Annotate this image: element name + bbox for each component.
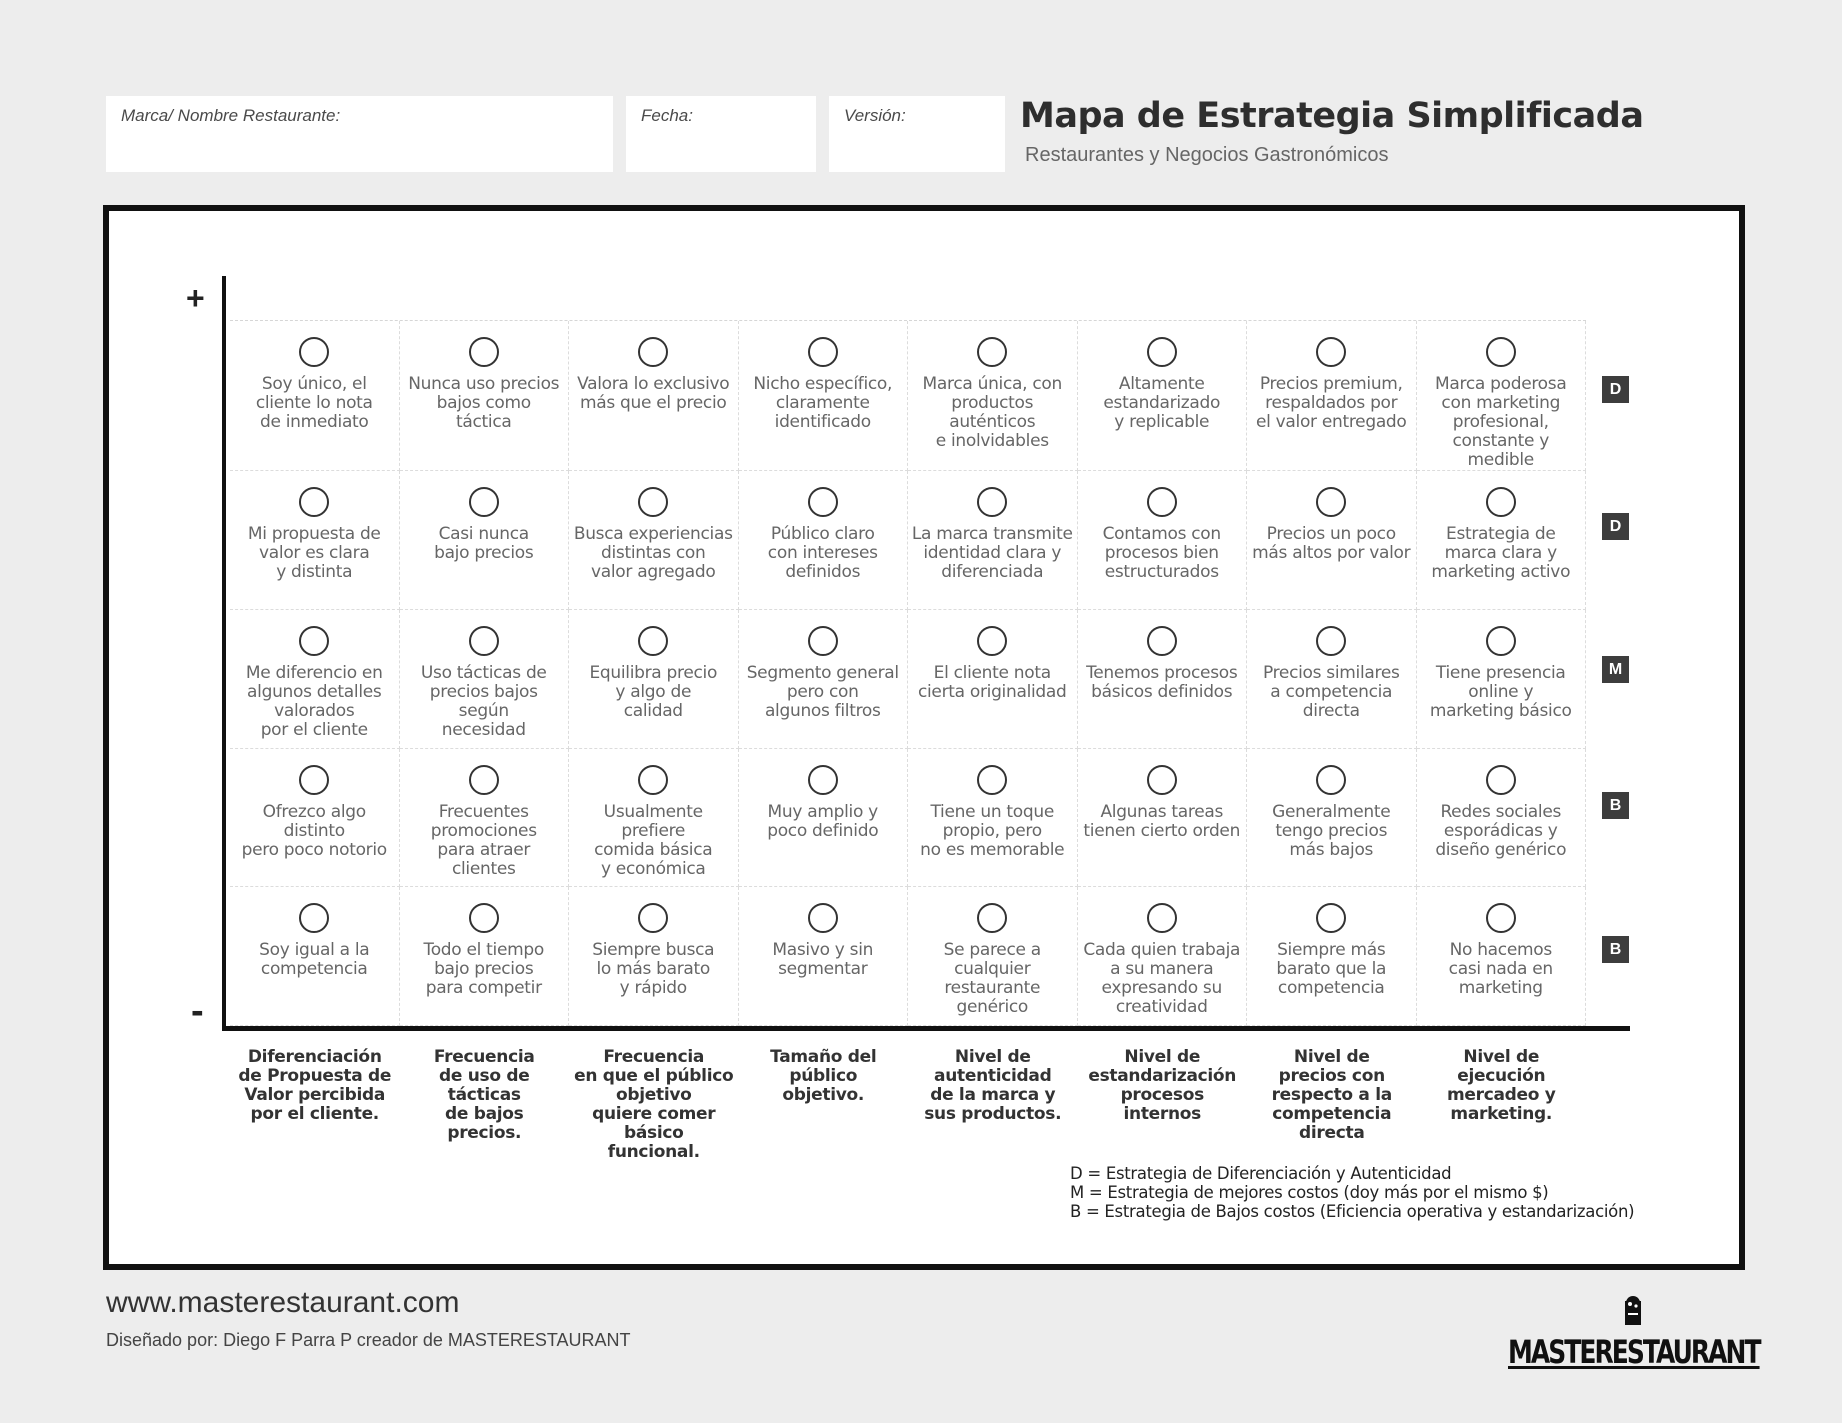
selection-circle[interactable]: [808, 626, 838, 656]
cell-text: Redes sociales esporádicas y diseño genérico: [1435, 801, 1567, 860]
strategy-cell: [569, 887, 739, 1026]
strategy-cell: [230, 610, 400, 749]
cell-text: Uso tácticas de precios bajos según necesidad: [420, 662, 547, 740]
strategy-cell: [400, 887, 570, 1026]
cell-text: El cliente nota cierta originalidad: [917, 662, 1067, 702]
cell-text: Usualmente prefiere comida básica y económica: [594, 801, 713, 879]
strategy-cell: [908, 749, 1078, 888]
selection-circle[interactable]: [469, 626, 499, 656]
cell-text: Ofrezco algo distinto pero poco notorio: [241, 801, 387, 860]
website-link[interactable]: www.masterestaurant.com: [106, 1286, 460, 1319]
selection-circle[interactable]: [1316, 903, 1346, 933]
strategy-cell: [400, 471, 570, 610]
cell-text: Precios premium, respaldados por el valor entregado: [1255, 374, 1407, 432]
cell-text: Altamente estandarizado y replicable: [1103, 374, 1221, 432]
row-badge: D: [1602, 513, 1629, 540]
strategy-cell: [230, 471, 400, 610]
selection-circle[interactable]: [469, 337, 499, 367]
strategy-cell: [908, 321, 1078, 471]
cell-text: Se parece a cualquier restaurante genérico: [943, 940, 1041, 1018]
row-badge: M: [1602, 656, 1629, 683]
selection-circle[interactable]: [638, 765, 668, 795]
strategy-cell: [739, 321, 909, 471]
date-field[interactable]: [626, 96, 816, 172]
cell-text: Nicho específico, claramente identificado: [753, 374, 893, 432]
legend-item-m: M = Estrategia de mejores costos (doy más por el mismo $): [1070, 1183, 1549, 1202]
cell-text: Busca experiencias distintas con valor agregado: [573, 524, 733, 582]
cell-text: Siempre más barato que la competencia: [1276, 940, 1387, 999]
cell-text: Marca poderosa con marketing profesional, constante y medible: [1435, 374, 1567, 470]
strategy-cell: [569, 471, 739, 610]
selection-circle[interactable]: [638, 903, 668, 933]
selection-circle[interactable]: [808, 765, 838, 795]
selection-circle[interactable]: [1147, 337, 1177, 367]
cell-text: Valora lo exclusivo más que el precio: [577, 374, 730, 413]
cell-text: Nunca uso precios bajos como táctica: [408, 374, 560, 432]
selection-circle[interactable]: [469, 487, 499, 517]
strategy-cell: [908, 471, 1078, 610]
credit-text: Diseñado por: Diego F Parra P creador de MASTERESTAURANT: [106, 1330, 631, 1350]
strategy-cell: [1247, 610, 1417, 749]
legend: [1070, 1164, 1634, 1221]
cell-text: Segmento general pero con algunos filtros: [746, 662, 899, 721]
selection-circle[interactable]: [1316, 626, 1346, 656]
cell-text: Precios un poco más altos por valor: [1252, 524, 1411, 563]
selection-circle[interactable]: [299, 337, 329, 367]
strategy-cell: [739, 471, 909, 610]
selection-circle[interactable]: [299, 487, 329, 517]
cell-text: Público claro con intereses definidos: [767, 524, 878, 582]
cell-text: Muy amplio y poco definido: [767, 801, 879, 841]
strategy-cell: [1247, 321, 1417, 471]
brand-name-field[interactable]: [106, 96, 613, 172]
selection-circle[interactable]: [1316, 765, 1346, 795]
strategy-cell: [230, 887, 400, 1026]
cell-text: Mi propuesta de valor es clara y distinta: [247, 524, 381, 582]
selection-circle[interactable]: [1486, 337, 1516, 367]
strategy-cell: [400, 749, 570, 888]
column-label: Nivel de estandarización procesos internos: [1088, 1047, 1237, 1124]
strategy-cell: [1247, 749, 1417, 888]
column-label: Frecuencia en que el público objetivo quiere comer básico funcional.: [574, 1047, 734, 1162]
date-label: Fecha:: [641, 106, 693, 125]
selection-circle[interactable]: [1147, 626, 1177, 656]
selection-circle[interactable]: [1147, 903, 1177, 933]
cell-text: Precios similares a competencia directa: [1262, 662, 1400, 721]
strategy-cell: [230, 321, 400, 471]
axis-minus-label: -: [191, 990, 204, 1032]
cell-text: Tiene presencia online y marketing básico: [1429, 662, 1572, 721]
strategy-cell: [739, 749, 909, 888]
row-badge: D: [1602, 376, 1629, 403]
strategy-cell: [400, 321, 570, 471]
selection-circle[interactable]: [1486, 903, 1516, 933]
selection-circle[interactable]: [977, 337, 1007, 367]
selection-circle[interactable]: [808, 337, 838, 367]
strategy-cell: [1417, 887, 1587, 1026]
selection-circle[interactable]: [638, 337, 668, 367]
strategy-cell: [1247, 471, 1417, 610]
strategy-cell: [1417, 749, 1587, 888]
page-title: Mapa de Estrategia Simplificada: [1020, 96, 1644, 136]
column-label: Nivel de ejecución mercadeo y marketing.: [1446, 1047, 1556, 1124]
selection-circle[interactable]: [1316, 487, 1346, 517]
cell-text: Siempre busca lo más barato y rápido: [592, 940, 715, 999]
strategy-cell: [1078, 749, 1248, 888]
strategy-cell: [1247, 887, 1417, 1026]
cell-text: Contamos con procesos bien estructurados: [1102, 524, 1221, 582]
strategy-cell: [739, 610, 909, 749]
strategy-cell: [1078, 471, 1248, 610]
strategy-cell: [1078, 321, 1248, 471]
legend-item-d: D = Estrategia de Diferenciación y Autenticidad: [1070, 1164, 1452, 1183]
cell-text: Soy único, el cliente lo nota de inmediato: [255, 374, 373, 432]
column-label: Nivel de precios con respecto a la competencia directa: [1271, 1047, 1392, 1143]
row-badge: B: [1602, 936, 1629, 963]
selection-circle[interactable]: [638, 487, 668, 517]
strategy-cell: [908, 610, 1078, 749]
strategy-cell: [569, 610, 739, 749]
cell-text: Generalmente tengo precios más bajos: [1272, 801, 1391, 860]
strategy-cell: [1078, 610, 1248, 749]
selection-circle[interactable]: [977, 903, 1007, 933]
strategy-cell: [400, 610, 570, 749]
cell-text: Casi nunca bajo precios: [434, 524, 534, 563]
cell-text: Cada quien trabaja a su manera expresando su creatividad: [1083, 940, 1241, 1018]
row-badge: B: [1602, 792, 1629, 819]
selection-circle[interactable]: [1486, 626, 1516, 656]
selection-circle[interactable]: [299, 903, 329, 933]
selection-circle[interactable]: [1147, 487, 1177, 517]
cell-text: Soy igual a la competencia: [259, 940, 370, 980]
chef-icon: [1622, 1295, 1644, 1327]
column-label: Frecuencia de uso de tácticas de bajos precios.: [433, 1047, 535, 1143]
legend-item-b: B = Estrategia de Bajos costos (Eficiencia operativa y estandarización): [1070, 1202, 1635, 1221]
selection-circle[interactable]: [638, 626, 668, 656]
brand-name-label: Marca/ Nombre Restaurante:: [121, 106, 341, 125]
axis-plus-label: +: [186, 280, 205, 316]
y-axis-line: [222, 276, 226, 1031]
cell-text: Me diferencio en algunos detalles valorados por el cliente: [245, 662, 383, 740]
strategy-cell: [569, 321, 739, 471]
column-label: Diferenciación de Propuesta de Valor percibida por el cliente.: [238, 1047, 392, 1124]
strategy-grid: [230, 320, 1586, 1026]
selection-circle[interactable]: [299, 626, 329, 656]
selection-circle[interactable]: [1486, 487, 1516, 517]
strategy-cell: [1417, 321, 1587, 471]
selection-circle[interactable]: [977, 765, 1007, 795]
page-subtitle: Restaurantes y Negocios Gastronómicos: [1025, 144, 1389, 166]
logo-text: MASTERESTAURANT: [1508, 1333, 1760, 1371]
cell-text: Masivo y sin segmentar: [772, 940, 874, 980]
selection-circle[interactable]: [299, 765, 329, 795]
version-field[interactable]: [829, 96, 1005, 172]
cell-text: Frecuentes promociones para atraer clientes: [430, 801, 537, 879]
selection-circle[interactable]: [977, 487, 1007, 517]
column-label: Nivel de autenticidad de la marca y sus productos.: [924, 1047, 1062, 1124]
strategy-cell: [1078, 887, 1248, 1026]
cell-text: Tenemos procesos básicos definidos: [1086, 662, 1238, 702]
selection-circle[interactable]: [808, 487, 838, 517]
cell-text: Marca única, con productos auténticos e inolvidables: [922, 374, 1062, 451]
strategy-cell: [739, 887, 909, 1026]
selection-circle[interactable]: [469, 765, 499, 795]
cell-text: Algunas tareas tienen cierto orden: [1083, 801, 1241, 841]
strategy-cell: [908, 887, 1078, 1026]
x-axis-line: [222, 1026, 1630, 1031]
cell-text: La marca transmite identidad clara y diferenciada: [911, 524, 1073, 582]
selection-circle[interactable]: [469, 903, 499, 933]
cell-text: Todo el tiempo bajo precios para competir: [423, 940, 544, 999]
masterestaurant-logo: [1508, 1295, 1760, 1371]
column-label: Tamaño del público objetivo.: [770, 1047, 877, 1105]
strategy-cell: [569, 749, 739, 888]
strategy-cell: [230, 749, 400, 888]
version-label: Versión:: [844, 106, 906, 125]
cell-text: Estrategia de marca clara y marketing activo: [1431, 524, 1571, 582]
cell-text: No hacemos casi nada en marketing: [1448, 940, 1553, 999]
selection-circle[interactable]: [808, 903, 838, 933]
strategy-cell: [1417, 610, 1587, 749]
selection-circle[interactable]: [1147, 765, 1177, 795]
selection-circle[interactable]: [1316, 337, 1346, 367]
strategy-cell: [1417, 471, 1587, 610]
cell-text: Tiene un toque propio, pero no es memorable: [920, 801, 1065, 860]
selection-circle[interactable]: [977, 626, 1007, 656]
cell-text: Equilibra precio y algo de calidad: [589, 662, 718, 721]
selection-circle[interactable]: [1486, 765, 1516, 795]
